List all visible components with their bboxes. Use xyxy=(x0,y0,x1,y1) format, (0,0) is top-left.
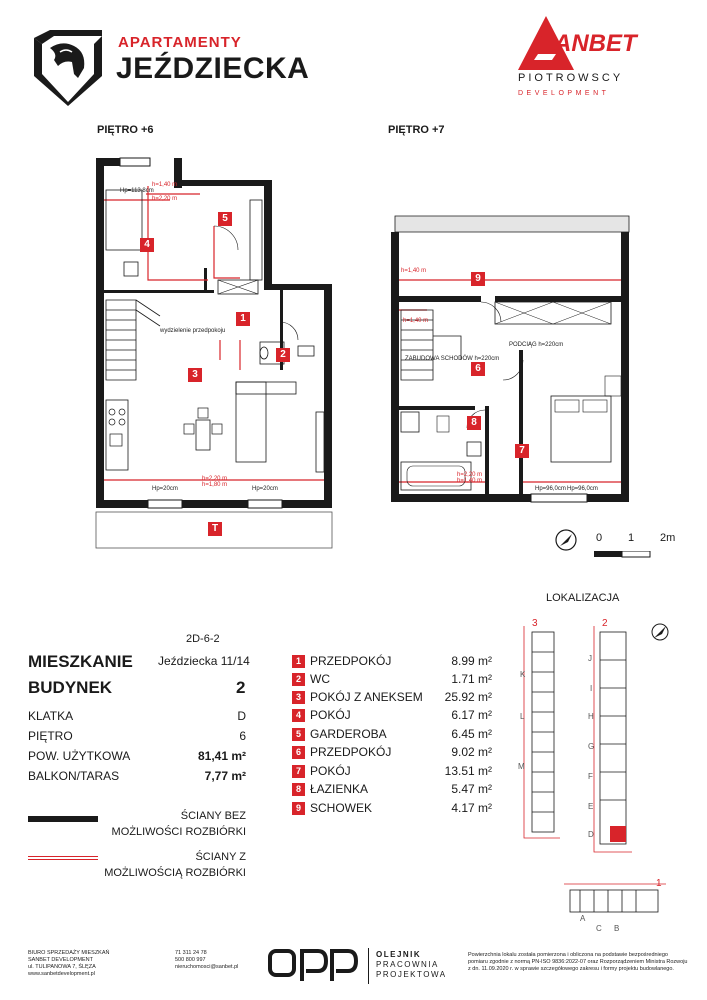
scale-zero: 0 xyxy=(596,532,603,544)
location-tag-d: D xyxy=(588,830,594,839)
room-row-6 xyxy=(292,745,492,762)
legend-removable-wall-line2: MOŻLIWOŚCIĄ ROZBIÓRKI xyxy=(104,867,246,879)
developer-tag: DEVELOPMENT xyxy=(518,90,610,97)
note-hp-window-left: Hp=113,8cm xyxy=(120,188,154,194)
scale-bar-drawing xyxy=(594,551,674,559)
room-row-5 xyxy=(292,727,492,744)
contact-email: nieruchomosci@sanbet.pl xyxy=(175,964,239,970)
room-name: GARDEROBA xyxy=(310,727,387,741)
disclaimer-line-3: z dn. 11.09.2020 r. w sprawie szczegółowego zakresu i formy projektu budowlanego. xyxy=(468,966,674,972)
location-tag-g: G xyxy=(588,742,595,751)
note-h180-bottom: h=1,80 m xyxy=(202,482,228,488)
room-area: 5.47 m² xyxy=(451,782,492,796)
room-tag-3: 3 xyxy=(188,368,202,382)
room-row-1 xyxy=(292,654,492,671)
location-tag-a: A xyxy=(580,914,586,923)
floor-label: PIĘTRO xyxy=(28,729,73,743)
location-title: LOKALIZACJA xyxy=(546,592,620,604)
note-h220-bottom: h=2,20 m xyxy=(202,476,228,482)
room-num: 5 xyxy=(292,728,305,741)
room-num: 7 xyxy=(292,765,305,778)
room-row-9 xyxy=(292,801,492,818)
room-num: 9 xyxy=(292,802,305,815)
room-area: 8.99 m² xyxy=(451,654,492,668)
legend-fixed-wall-line2: MOŻLIWOŚCI ROZBIÓRKI xyxy=(111,826,246,838)
note-h140-left: h=1,40 m xyxy=(152,182,178,188)
area-value: 81,41 m² xyxy=(197,749,246,763)
opp-divider xyxy=(368,948,369,984)
location-tag-j: J xyxy=(588,654,592,663)
room-name: POKÓJ xyxy=(310,764,351,778)
office-line-2: SANBET DEVELOPMENT xyxy=(28,957,93,963)
north-arrow-icon xyxy=(554,528,578,552)
stair-label: KLATKA xyxy=(28,709,74,723)
apartment-address: Jeździecka 11/14 xyxy=(158,654,250,668)
location-tag-e: E xyxy=(588,802,594,811)
developer-logo xyxy=(510,14,660,104)
room-area: 4.17 m² xyxy=(451,801,492,815)
room-row-7 xyxy=(292,764,492,781)
building-label: BUDYNEK xyxy=(28,678,113,697)
floor-plan-level-6 xyxy=(90,150,340,550)
room-num: 6 xyxy=(292,746,305,759)
room-area: 13.51 m² xyxy=(444,764,492,778)
site-plan-drawing xyxy=(510,612,700,942)
note-hp96-2: Hp=96,0cm xyxy=(567,486,598,492)
room-tag-6: 6 xyxy=(471,362,485,376)
room-name: POKÓJ xyxy=(310,708,351,722)
location-tag-i: I xyxy=(590,684,593,693)
compass xyxy=(554,528,578,552)
legend-removable-wall-swatch xyxy=(28,856,98,860)
note-h140-stairs: h=1,40 m xyxy=(403,318,429,324)
room-row-8 xyxy=(292,782,492,799)
area-label: POW. UŻYTKOWA xyxy=(28,749,131,763)
room-row-4 xyxy=(292,708,492,725)
room-area: 6.45 m² xyxy=(451,727,492,741)
room-tag-4: 4 xyxy=(140,238,154,252)
note-h220-left: h=2,20 m xyxy=(152,196,178,202)
horse-logo-icon xyxy=(28,26,108,106)
opp-logo-mark xyxy=(268,945,358,981)
legend-fixed-wall-line1: ŚCIANY BEZ xyxy=(180,810,246,822)
floor-label-right: PIĘTRO +7 xyxy=(388,124,445,136)
office-line-4: www.sanbetdevelopment.pl xyxy=(28,971,95,977)
disclaimer-line-2: pomiaru zgodnie z normą PN-ISO 9836:2022-07 oraz Rozporządzeniem Ministra Rozwoju xyxy=(468,959,688,965)
phone-2: 500 800 997 xyxy=(175,957,206,963)
opp-text xyxy=(376,950,447,980)
phone-1: 71 311 24 78 xyxy=(175,950,207,956)
room-num: 8 xyxy=(292,783,305,796)
room-name: SCHOWEK xyxy=(310,801,373,815)
room-name: ŁAZIENKA xyxy=(310,782,369,796)
room-name: POKÓJ Z ANEKSEM xyxy=(310,690,423,704)
room-tag-5: 5 xyxy=(218,212,232,226)
location-tag-h: H xyxy=(588,712,594,721)
note-stair-enclosure: ZABUDOWA SCHODÓW h=220cm xyxy=(405,356,500,362)
note-h220-right: h=2,20 m xyxy=(457,472,483,478)
note-hall-divider: wydzielenie przedpokoju xyxy=(160,328,226,334)
footer-office xyxy=(28,950,168,978)
scale-one: 1 xyxy=(628,532,635,544)
apartment-title: MIESZKANIE xyxy=(28,652,133,671)
room-tag-9: 9 xyxy=(471,272,485,286)
apartment-code: 2D-6-2 xyxy=(186,633,220,645)
floor-value: 6 xyxy=(239,729,246,743)
location-building-1: 1 xyxy=(656,878,662,889)
floor-plan-level-7 xyxy=(385,210,640,510)
room-num: 3 xyxy=(292,691,305,704)
note-beam: PODCIĄG h=220cm xyxy=(509,342,564,348)
opp-line-3: PROJEKTOWA xyxy=(376,970,447,979)
footer-disclaimer xyxy=(468,952,700,973)
legend-removable-wall-line1: ŚCIANY Z xyxy=(195,851,246,863)
developer-sub: PIOTROWSCY xyxy=(518,72,624,84)
floor-label-left: PIĘTRO +6 xyxy=(97,124,154,136)
stair-value: D xyxy=(237,709,246,723)
room-tag-2: 2 xyxy=(276,348,290,362)
building-value: 2 xyxy=(236,678,246,697)
note-hp-window-bottom-2: Hp=20cm xyxy=(252,486,278,492)
room-num: 4 xyxy=(292,709,305,722)
room-area: 6.17 m² xyxy=(451,708,492,722)
office-line-3: ul. TULIPANOWA 7, ŚLĘZA xyxy=(28,964,96,970)
note-hp96-1: Hp=96,0cm xyxy=(535,486,566,492)
scale-two: 2m xyxy=(660,532,676,544)
brand-top: APARTAMENTY xyxy=(118,34,242,51)
opp-line-2: PRACOWNIA xyxy=(376,960,439,969)
note-h140-right-bottom: h=1,40 m xyxy=(457,478,483,484)
location-tag-k: K xyxy=(520,670,526,679)
opp-line-1: OLEJNIK xyxy=(376,950,422,959)
note-h140-top-right: h=1,40 m xyxy=(401,268,427,274)
room-tag-1: 1 xyxy=(236,312,250,326)
room-num: 2 xyxy=(292,673,305,686)
disclaimer-line-1: Powierzchnia lokalu została pomierzona i obliczona na podstawie bezpośredniego xyxy=(468,952,668,958)
room-tag-7: 7 xyxy=(515,444,529,458)
scale-bar xyxy=(594,546,674,554)
location-building-2: 2 xyxy=(602,618,608,629)
room-area: 9.02 m² xyxy=(451,745,492,759)
location-tag-f: F xyxy=(588,772,593,781)
room-area: 1.71 m² xyxy=(451,672,492,686)
room-tag-8: 8 xyxy=(467,416,481,430)
note-hp-window-bottom-1: Hp=20cm xyxy=(152,486,178,492)
room-area: 25.92 m² xyxy=(444,690,492,704)
room-name: PRZEDPOKÓJ xyxy=(310,745,392,759)
room-num: 1 xyxy=(292,655,305,668)
room-tag-terrace: T xyxy=(208,522,222,536)
location-map xyxy=(510,612,700,942)
balcony-label: BALKON/TARAS xyxy=(28,769,120,783)
office-line-1: BIURO SPRZEDAŻY MIESZKAŃ xyxy=(28,950,110,956)
brand-logo xyxy=(28,26,108,106)
location-tag-l: L xyxy=(520,712,525,721)
room-row-3 xyxy=(292,690,492,707)
developer-name: SANBET xyxy=(538,30,637,57)
balcony-value: 7,77 m² xyxy=(204,769,246,783)
room-name: WC xyxy=(310,672,330,686)
opp-logo xyxy=(268,945,368,985)
room-name: PRZEDPOKÓJ xyxy=(310,654,392,668)
location-tag-m: M xyxy=(518,762,525,771)
location-building-3: 3 xyxy=(532,618,538,629)
legend-fixed-wall-swatch xyxy=(28,816,98,822)
room-row-2 xyxy=(292,672,492,689)
floor-plan-6-drawing xyxy=(90,150,340,550)
brand-main: JEŹDZIECKA xyxy=(116,52,310,85)
location-tag-b: B xyxy=(614,924,620,933)
location-tag-c: C xyxy=(596,924,602,933)
footer-contact xyxy=(175,950,255,971)
